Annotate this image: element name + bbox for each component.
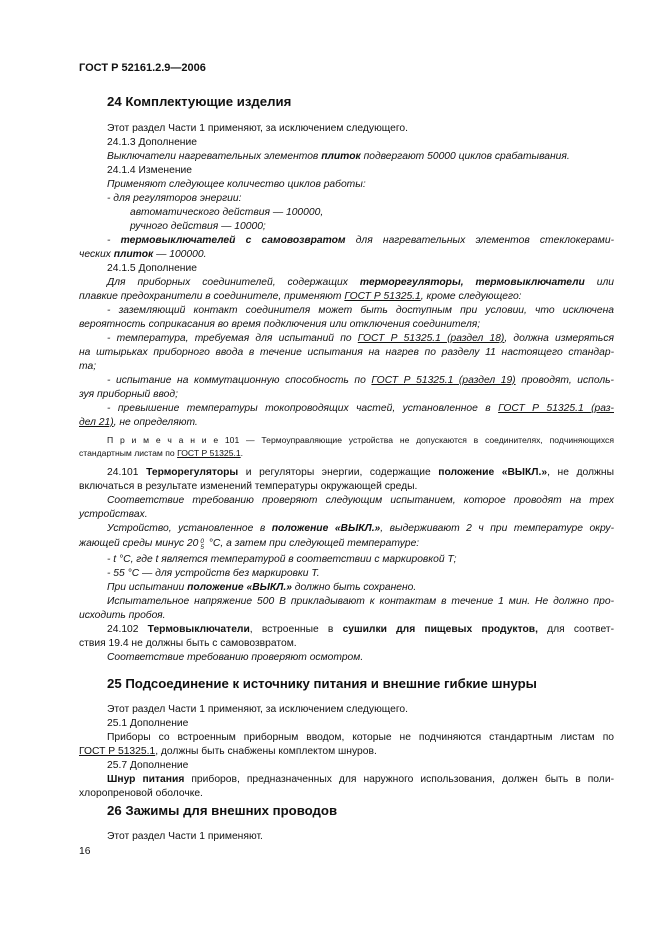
s24-line: - термовыключателей с самовозвратом для нагревательных элементов стеклокерами- — [107, 235, 614, 246]
s24-line: Этот раздел Части 1 применяют, за исключением следующего. — [107, 123, 409, 134]
gost-link[interactable]: ГОСТ Р 51325.1 (раздел 19) — [371, 375, 516, 386]
document-header: ГОСТ Р 52161.2.9—2006 — [79, 62, 206, 74]
s24-line: устройствах. — [79, 509, 148, 520]
s24-line: автоматического действия — 100000, — [130, 207, 324, 218]
gost-link[interactable]: ГОСТ Р 51325.1 (раз- — [498, 403, 614, 414]
s24-line: ствия 19.4 не должны быть с самовозвратом. — [79, 638, 297, 649]
section-24-heading: 24 Комплектующие изделия — [107, 94, 292, 109]
s24-line: - для регуляторов энергии: — [107, 193, 242, 204]
s24-line: дел 21), не определяют. — [79, 417, 198, 428]
s24-line: жающей среды минус 20 0 5 °С, а затем при следующей температуре: — [79, 538, 420, 551]
s24-line: - t °С, где t является температурой в соответствии с маркировкой Т; — [107, 554, 457, 565]
s25-line: хлоропреновой оболочке. — [79, 788, 203, 799]
s24-line: Испытательное напряжение 500 В прикладывают к контактам в течение 1 мин. Не должно про- — [107, 596, 614, 607]
s24-line: та; — [79, 361, 97, 372]
s24-line: Устройство, установленное в положение «ВЫКЛ.», выдерживают 2 ч при температуре окру- — [107, 523, 614, 534]
gost-link[interactable]: ГОСТ Р 51325.1 — [79, 746, 156, 757]
s24-line: зуя приборный ввод; — [79, 389, 178, 400]
s25-line: 25.1 Дополнение — [107, 718, 189, 729]
s24-line: - заземляющий контакт соединителя может быть доступным при условии, что исключена — [107, 305, 614, 316]
s24-line: включаться в результате изменений температуры окружающей среды. — [79, 481, 418, 492]
s24-line: 24.102 Термовыключатели, встроенные в сушилки для пищевых продуктов, для соответ- — [107, 624, 614, 635]
s25-line: Приборы со встроенным приборным вводом, которые не подчиняются стандартным листам по — [107, 732, 614, 743]
gost-link[interactable]: ГОСТ Р 51325.1 — [344, 291, 421, 302]
s24-line: исходить пробоя. — [79, 610, 166, 621]
s24-line: - 55 °С — для устройств без маркировки Т. — [107, 568, 320, 579]
s24-line: 24.1.5 Дополнение — [107, 263, 197, 274]
s24-line: - испытание на коммутационную способность по ГОСТ Р 51325.1 (раздел 19) проводят, исполь- — [107, 375, 614, 386]
s24-line: Соответствие требованию проверяют следующим испытанием, которое проводят на трех — [107, 495, 614, 506]
s24-line: Для приборных соединителей, содержащих терморегуляторы, термовыключатели или — [107, 277, 614, 288]
s25-line: ГОСТ Р 51325.1, должны быть снабжены комплектом шнуров. — [79, 746, 377, 757]
gost-link[interactable]: дел 21) — [79, 417, 114, 428]
section-26-heading: 26 Зажимы для внешних проводов — [107, 803, 338, 818]
s24-line: плавкие предохранители в соединителе, применяют ГОСТ Р 51325.1, кроме следующего: — [79, 291, 522, 302]
s24-line: 24.1.3 Дополнение — [107, 137, 197, 148]
note-line: П р и м е ч а н и е 101 — Термоуправляющие устройства не допускаются в соединителях, подчиняющихся — [107, 435, 614, 445]
s24-line: - превышение температуры токопроводящих частей, установленное в ГОСТ Р 51325.1 (раз- — [107, 403, 614, 414]
s26-line: Этот раздел Части 1 применяют. — [107, 831, 263, 842]
s25-line: Этот раздел Части 1 применяют, за исключением следующего. — [107, 704, 409, 715]
s24-line: ческих плиток — 100000. — [79, 249, 207, 260]
s24-line: - температура, требуемая для испытаний по ГОСТ Р 51325.1 (раздел 18), должна измеряться — [107, 333, 614, 344]
s24-line: ручного действия — 10000; — [130, 221, 266, 232]
section-25-heading: 25 Подсоединение к источнику питания и внешние гибкие шнуры — [107, 676, 537, 691]
s24-line: При испытании положение «ВЫКЛ.» должно быть сохранено. — [107, 582, 417, 593]
s24-line: 24.1.4 Изменение — [107, 165, 192, 176]
s25-line: Шнур питания приборов, предназначенных для наружного использования, должен быть в поли- — [107, 774, 614, 785]
s24-line: Выключатели нагревательных элементов плиток подвергают 50000 циклов срабатывания. — [107, 151, 570, 162]
gost-link[interactable]: ГОСТ Р 51325.1 — [177, 448, 241, 458]
s24-line: Соответствие требованию проверяют осмотром. — [107, 652, 364, 663]
temperature-tolerance: 0 5 — [200, 538, 204, 551]
s24-line: на штырьках приборного ввода в течение испытания на нагрев по разделу 11 настоящего стандар- — [79, 347, 614, 358]
s25-line: 25.7 Дополнение — [107, 760, 189, 771]
s24-line: вероятность соприкасания во время подключения или отключения соединителя; — [79, 319, 481, 330]
s24-line: Применяют следующее количество циклов работы: — [107, 179, 366, 190]
gost-link[interactable]: ГОСТ Р 51325.1 (раздел 18) — [357, 333, 505, 344]
s24-line: 24.101 Терморегуляторы и регуляторы энергии, содержащие положение «ВЫКЛ.», не должны — [107, 467, 615, 478]
page-number: 16 — [79, 846, 91, 857]
note-line: стандартным листам по ГОСТ Р 51325.1. — [79, 448, 244, 458]
